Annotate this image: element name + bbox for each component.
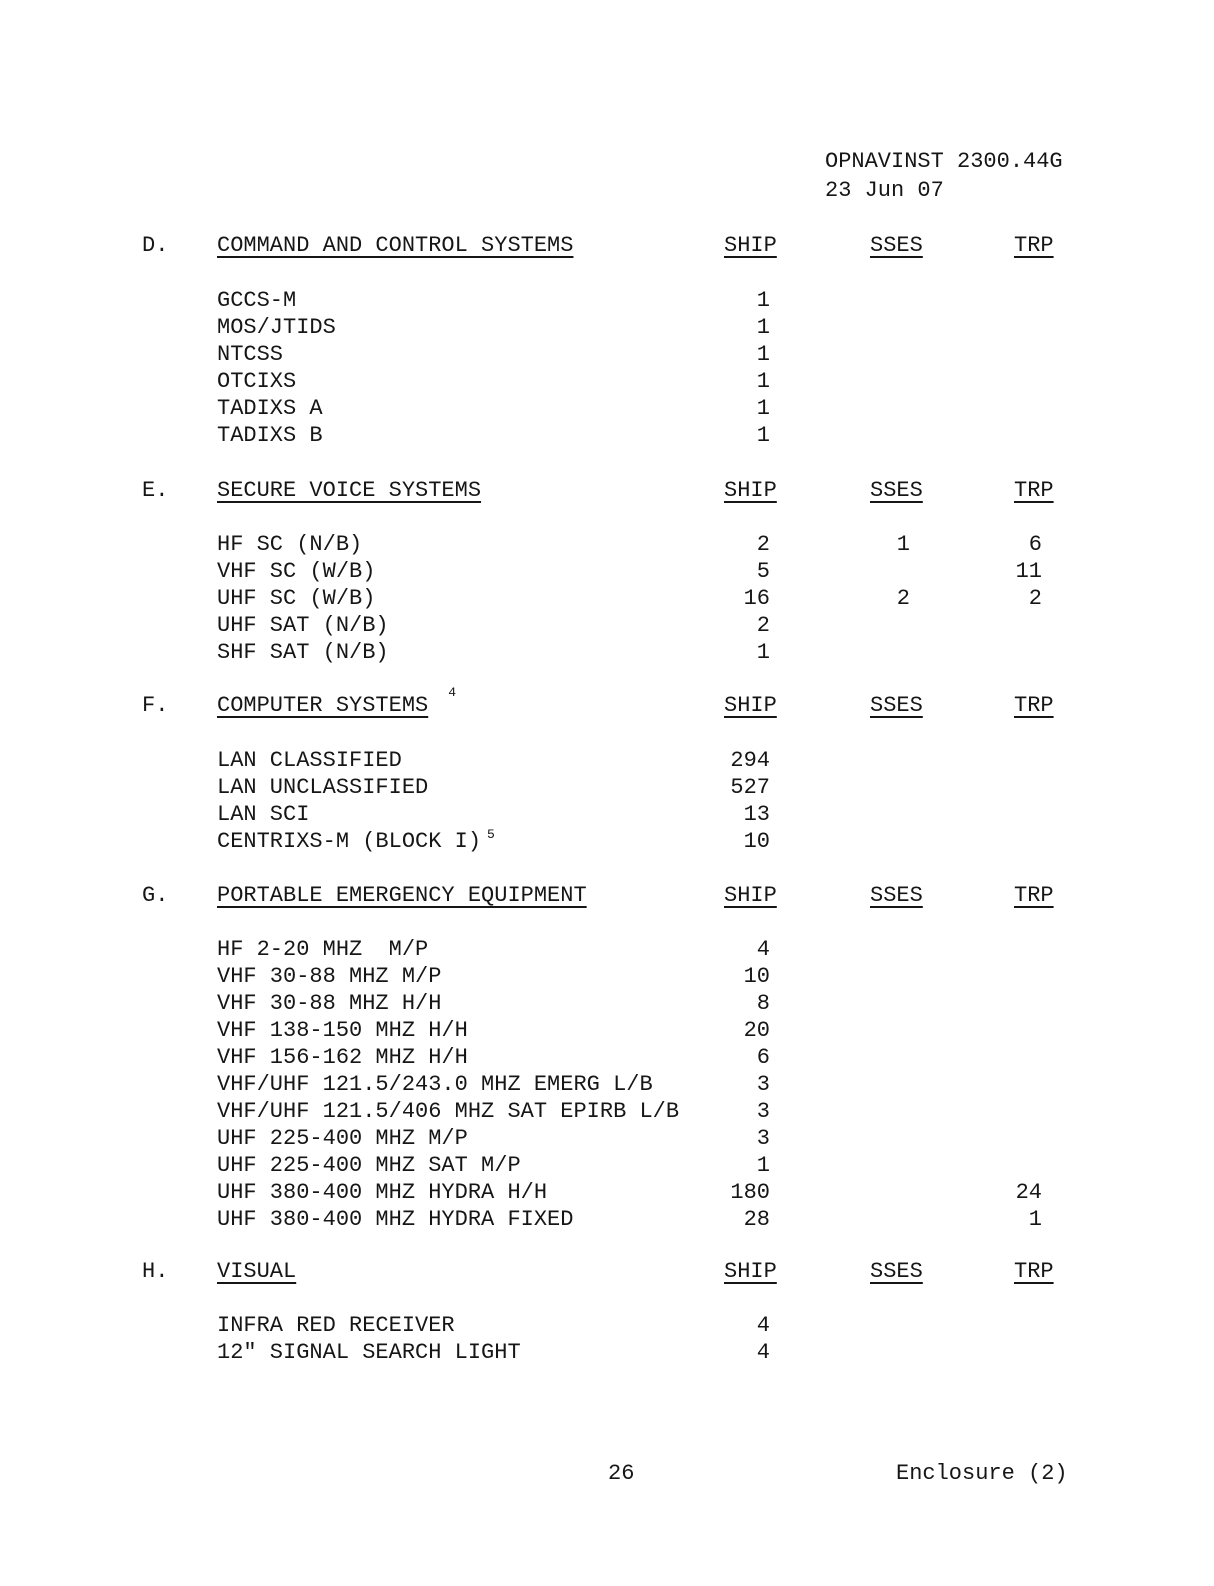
section-title-text: COMPUTER SYSTEMS (217, 693, 429, 718)
table-row (0, 1313, 1214, 1340)
section-letter: H. (142, 1259, 169, 1284)
table-row (0, 1126, 1214, 1153)
equipment-label (217, 802, 309, 827)
column-header-sses: SSES (870, 478, 923, 503)
equipment-label (217, 991, 441, 1016)
table-row (0, 1340, 1214, 1367)
ship-count: 3 (756, 1072, 770, 1097)
ship-count: 1 (756, 423, 770, 448)
equipment-name: GCCS-M (217, 288, 297, 313)
equipment-name: VHF SC (W/B) (217, 559, 376, 584)
equipment-name: VHF 156-162 MHZ H/H (217, 1045, 468, 1070)
equipment-name: VHF 30-88 MHZ H/H (217, 991, 442, 1016)
enclosure-label: Enclosure (2) (896, 1461, 1068, 1486)
equipment-label (217, 964, 441, 989)
section-heading (0, 1259, 1214, 1289)
equipment-name: UHF SAT (N/B) (217, 613, 389, 638)
trp-count: 11 (1015, 559, 1042, 584)
equipment-name: TADIXS B (217, 423, 323, 448)
section-letter: G. (142, 883, 169, 908)
equipment-label (217, 288, 296, 313)
section-title (217, 1259, 296, 1284)
equipment-name: UHF 225-400 MHZ M/P (217, 1126, 468, 1151)
ship-count: 1 (756, 369, 770, 394)
column-header-trp: TRP (1014, 233, 1054, 258)
table-row (0, 1180, 1214, 1207)
ship-count: 3 (756, 1126, 770, 1151)
ship-count: 13 (743, 802, 770, 827)
equipment-label (217, 1045, 468, 1070)
ship-count: 1 (756, 640, 770, 665)
table-row (0, 369, 1214, 396)
table-row (0, 964, 1214, 991)
table-row (0, 396, 1214, 423)
section-e (0, 478, 1214, 508)
column-header-sses: SSES (870, 883, 923, 908)
ship-count: 4 (756, 1340, 770, 1365)
equipment-label (217, 748, 402, 773)
equipment-label (217, 775, 428, 800)
equipment-name: CENTRIXS-M (BLOCK I) (217, 829, 482, 854)
ship-count: 2 (756, 532, 770, 557)
equipment-name: LAN UNCLASSIFIED (217, 775, 429, 800)
equipment-name: LAN CLASSIFIED (217, 748, 402, 773)
equipment-label (217, 937, 428, 962)
column-header-sses: SSES (870, 233, 923, 258)
table-row (0, 1099, 1214, 1126)
equipment-label (217, 315, 336, 340)
table-row (0, 640, 1214, 667)
table-row (0, 1153, 1214, 1180)
ship-count: 5 (756, 559, 770, 584)
ship-count: 10 (743, 964, 770, 989)
ship-count: 2 (756, 613, 770, 638)
equipment-label (217, 1153, 521, 1178)
table-row (0, 559, 1214, 586)
ship-count: 294 (730, 748, 770, 773)
table-row (0, 288, 1214, 315)
ship-count: 4 (756, 937, 770, 962)
column-header-ship: SHIP (724, 1259, 777, 1284)
column-header-ship: SHIP (724, 693, 777, 718)
equipment-label (217, 369, 296, 394)
ship-count: 6 (756, 1045, 770, 1070)
ship-count: 1 (756, 1153, 770, 1178)
ship-count: 1 (756, 342, 770, 367)
table-row (0, 613, 1214, 640)
ship-count: 1 (756, 396, 770, 421)
table-row (0, 1072, 1214, 1099)
ship-count: 20 (743, 1018, 770, 1043)
table-row (0, 315, 1214, 342)
trp-count: 24 (1015, 1180, 1042, 1205)
table-row (0, 802, 1214, 829)
equipment-label (217, 586, 375, 611)
equipment-name: UHF 380-400 MHZ HYDRA FIXED (217, 1207, 574, 1232)
equipment-name: VHF 138-150 MHZ H/H (217, 1018, 468, 1043)
trp-count: 1 (1028, 1207, 1042, 1232)
equipment-label (217, 1207, 573, 1232)
equipment-name: UHF SC (W/B) (217, 586, 376, 611)
ship-count: 3 (756, 1099, 770, 1124)
equipment-label (217, 1180, 547, 1205)
equipment-label (217, 1018, 468, 1043)
table-row (0, 423, 1214, 450)
ship-count: 8 (756, 991, 770, 1016)
ship-count: 16 (743, 586, 770, 611)
section-letter: F. (142, 693, 169, 718)
ship-count: 4 (756, 1313, 770, 1338)
table-row (0, 748, 1214, 775)
equipment-name: VHF/UHF 121.5/406 MHZ SAT EPIRB L/B (217, 1099, 680, 1124)
column-header-sses: SSES (870, 1259, 923, 1284)
equipment-name: INFRA RED RECEIVER (217, 1313, 455, 1338)
table-row (0, 1018, 1214, 1045)
section-title (217, 478, 481, 503)
section-heading (0, 478, 1214, 508)
equipment-name: VHF/UHF 121.5/243.0 MHZ EMERG L/B (217, 1072, 653, 1097)
section-heading (0, 883, 1214, 913)
equipment-label (217, 423, 323, 448)
section-title-text: SECURE VOICE SYSTEMS (217, 478, 482, 503)
ship-count: 10 (743, 829, 770, 854)
equipment-label (217, 532, 362, 557)
section-f (0, 685, 1214, 723)
document-date: 23 Jun 07 (825, 178, 944, 203)
table-row (0, 937, 1214, 964)
equipment-label (217, 1126, 468, 1151)
equipment-label (217, 342, 283, 367)
section-h (0, 1259, 1214, 1289)
equipment-name: UHF 380-400 MHZ HYDRA H/H (217, 1180, 548, 1205)
equipment-name: UHF 225-400 MHZ SAT M/P (217, 1153, 521, 1178)
equipment-name: OTCIXS (217, 369, 297, 394)
equipment-label (217, 829, 495, 854)
equipment-name: LAN SCI (217, 802, 310, 827)
equipment-name: VHF 30-88 MHZ M/P (217, 964, 442, 989)
sses-count: 2 (896, 586, 910, 611)
instruction-number: OPNAVINST 2300.44G (825, 149, 1063, 174)
table-row (0, 532, 1214, 559)
section-letter: E. (142, 478, 169, 503)
column-header-ship: SHIP (724, 883, 777, 908)
equipment-label (217, 1313, 455, 1338)
section-d (0, 233, 1214, 263)
column-header-trp: TRP (1014, 693, 1054, 718)
column-header-ship: SHIP (724, 478, 777, 503)
document-header (825, 147, 1063, 205)
column-header-trp: TRP (1014, 1259, 1054, 1284)
trp-count: 2 (1028, 586, 1042, 611)
column-header-trp: TRP (1014, 883, 1054, 908)
section-title-text: VISUAL (217, 1259, 297, 1284)
equipment-label (217, 559, 375, 584)
section-title (217, 233, 573, 258)
column-header-ship: SHIP (724, 233, 777, 258)
trp-count: 6 (1028, 532, 1042, 557)
section-heading (0, 685, 1214, 723)
equipment-label (217, 613, 389, 638)
table-row (0, 586, 1214, 613)
equipment-label (217, 396, 323, 421)
table-row (0, 991, 1214, 1018)
ship-count: 180 (730, 1180, 770, 1205)
table-row (0, 1045, 1214, 1072)
ship-count: 1 (756, 315, 770, 340)
table-row (0, 342, 1214, 369)
equipment-name: MOS/JTIDS (217, 315, 336, 340)
page-number: 26 (608, 1461, 635, 1486)
section-heading (0, 233, 1214, 263)
ship-count: 527 (730, 775, 770, 800)
equipment-label (217, 640, 389, 665)
equipment-label (217, 1099, 679, 1124)
equipment-name: HF SC (N/B) (217, 532, 363, 557)
ship-count: 28 (743, 1207, 770, 1232)
sses-count: 1 (896, 532, 910, 557)
table-row (0, 775, 1214, 802)
equipment-label (217, 1340, 521, 1365)
table-row (0, 829, 1214, 856)
equipment-name: TADIXS A (217, 396, 323, 421)
equipment-name: HF 2-20 MHZ M/P (217, 937, 429, 962)
equipment-name: NTCSS (217, 342, 284, 367)
column-header-trp: TRP (1014, 478, 1054, 503)
table-row (0, 1207, 1214, 1234)
section-letter: D. (142, 233, 169, 258)
equipment-name: 12″ SIGNAL SEARCH LIGHT (217, 1340, 521, 1365)
ship-count: 1 (756, 288, 770, 313)
equipment-label (217, 1072, 653, 1097)
equipment-name: SHF SAT (N/B) (217, 640, 389, 665)
section-g (0, 883, 1214, 913)
footnote-marker: 5 (487, 827, 495, 842)
section-title-text: COMMAND AND CONTROL SYSTEMS (217, 233, 574, 258)
footnote-marker: 4 (448, 685, 456, 700)
section-title (217, 883, 587, 908)
column-header-sses: SSES (870, 693, 923, 718)
section-title-text: PORTABLE EMERGENCY EQUIPMENT (217, 883, 587, 908)
section-title (217, 693, 428, 718)
